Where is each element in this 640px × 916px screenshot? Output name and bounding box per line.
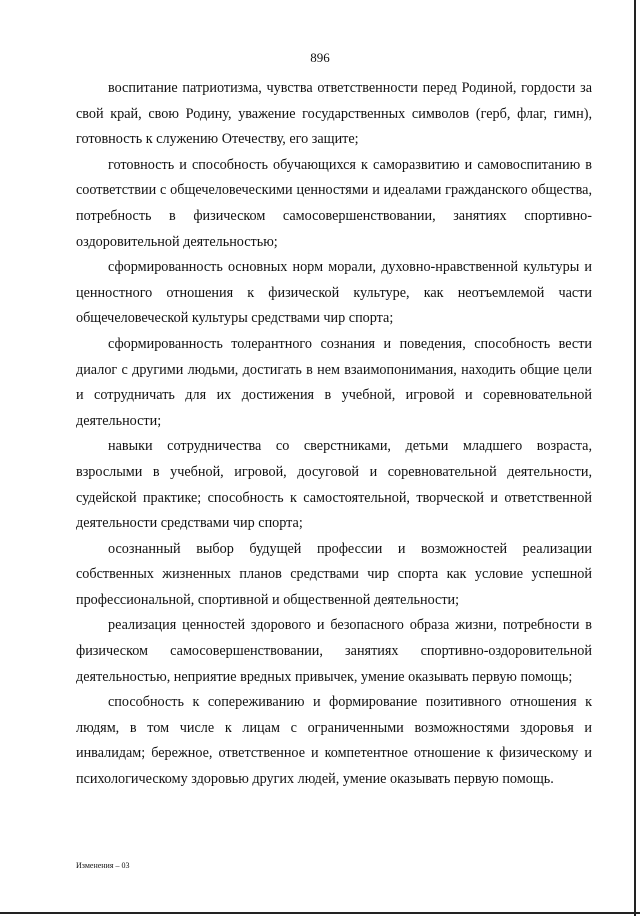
paragraph-tolerance: сформированность толерантного сознания и поведения, способность вести диалог с другими людьми, достигать в нем взаимопонимания, находить общие цели и сотрудничать для их достижения в учебной, игровой и соревновательной деятельности;: [76, 335, 592, 429]
page-number: 896: [310, 50, 330, 65]
paragraph-moral-norms: сформированность основных норм морали, духовно-нравственной культуры и ценностного отношения к физической культуре, как неотъемлемой части общечеловеческой культуры средствами чир спорта;: [76, 259, 592, 327]
paragraph-self-development: готовность и способность обучающихся к саморазвитию и самовоспитанию в соответствии с общечеловеческими ценностями и идеалами гражданского общества, потребность в физическом самосовершенствовании, занятиях спортивно-оздоровительной деятельностью;: [76, 156, 592, 250]
page-edge-bottom: [0, 912, 640, 914]
paragraph-profession-choice: осознанный выбор будущей профессии и возможностей реализации собственных жизненных планов средствами чир спорта как условие успешной профессиональной, спортивной и общественной деятельности;: [76, 540, 592, 608]
page-edge-right: [634, 0, 636, 916]
paragraph-patriotism: воспитание патриотизма, чувства ответственности перед Родиной, гордости за свой край, свою Родину, уважение государственных символов (герб, флаг, гимн), готовность к служению Отечеству, его защите;: [76, 80, 592, 148]
paragraph-empathy: способность к сопереживанию и формирование позитивного отношения к людям, в том числе к лицам с ограниченными возможностями здоровья и инвалидам; бережное, ответственное и компетентное отношение к физическому и психологическому здоровью других людей, умение оказывать первую помощь.: [76, 694, 592, 788]
paragraph-cooperation: навыки сотрудничества со сверстниками, детьми младшего возраста, взрослыми в учебной, игровой, досуговой и соревновательной деятельности, судейской практике; способность к самостоятельной, творческой и ответственной деятельности средствами чир спорта;: [76, 438, 592, 532]
revision-footer: Изменения – 03: [76, 861, 130, 870]
document-body: [76, 76, 592, 793]
paragraph-healthy-lifestyle: реализация ценностей здорового и безопасного образа жизни, потребности в физическом самосовершенствовании, занятиях спортивно-оздоровительной деятельностью, неприятие вредных привычек, умение оказывать первую помощь;: [76, 617, 592, 685]
